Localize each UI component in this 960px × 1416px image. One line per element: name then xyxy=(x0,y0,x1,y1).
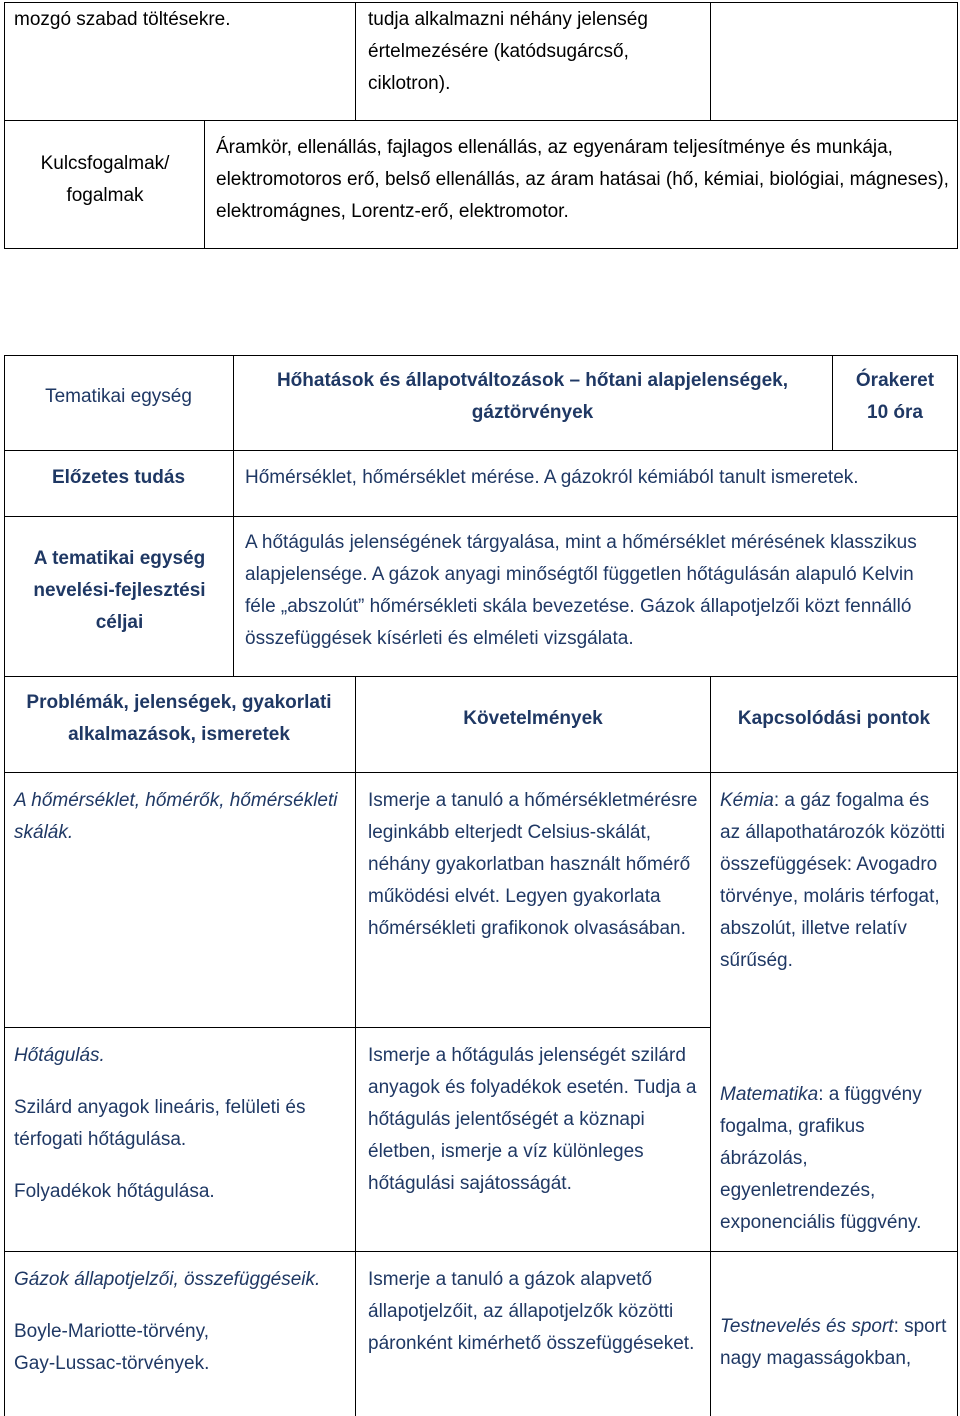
key-concepts-label: Kulcsfogalmak/ fogalmak xyxy=(40,153,170,206)
row2-col3-body: : a függvény fogalma, grafikus ábrázolás, egyenletrendezés, exponenciális függvény. xyxy=(720,1084,922,1233)
content-col-divider-2 xyxy=(710,676,711,1416)
prior-label: Előzetes tudás xyxy=(51,467,186,488)
row3-col1 xyxy=(14,1264,344,1380)
main-border-left xyxy=(4,355,5,1416)
unit-row-bottom xyxy=(4,450,958,451)
top-table-key-divider xyxy=(204,120,205,248)
prior-text: Hőmérséklet, hőmérséklet mérése. A gázokról kémiából tanult ismeretek. xyxy=(245,467,859,488)
row2-bottom xyxy=(4,1251,958,1252)
row3-col2-text: Ismerje a tanuló a gázok alapvető állapotjelzőit, az állapotjelzők közötti páronként kimérhető összefüggéseket. xyxy=(368,1269,695,1354)
top-table-border-bottom xyxy=(4,248,958,249)
goals-text: A hőtágulás jelenségének tárgyalása, mint a hőmérséklet mérésének klasszikus alapjelensége. A gázok anyagi minőségtől független hőtágulásán alapuló Kelvin féle „abszolút” hőmérsékleti skála bevezetése. Gázok állapotjelzői közt fennálló összefüggések kísérleti és elméleti vizsgálata. xyxy=(245,532,917,649)
unit-title: Hőhatások és állapotváltozások – hőtani alapjelenségek, gáztörvények xyxy=(276,370,789,423)
row2-col3-text xyxy=(720,1079,952,1239)
label-col-divider xyxy=(233,355,234,676)
top-table-row-divider xyxy=(4,120,958,121)
row2-col1 xyxy=(14,1040,344,1208)
row1-col3-body: : a gáz fogalma és az állapothatározók közötti összefüggések: Avogadro törvénye, moláris térfogat, abszolút, illetve relatív sűrűség. xyxy=(720,790,945,971)
top-row-col1-text: mozgó szabad töltésekre. xyxy=(14,9,231,30)
top-table-border-left xyxy=(4,2,5,249)
row1-col3-subject: Kémia xyxy=(720,790,774,811)
row2-col2-text: Ismerje a hőtágulás jelenségét szilárd anyagok és folyadékok esetén. Tudja a hőtágulás jelentőségét a köznapi életben, ismerje a víz különleges hőtágulási sajátosságát. xyxy=(368,1045,697,1194)
main-border-top xyxy=(4,355,958,356)
row1-col3-text xyxy=(720,785,952,977)
row3-col1-item: Boyle-Mariotte-törvény, xyxy=(14,1321,209,1342)
row3-col1-title: Gázok állapotjelzői, összefüggéseik. xyxy=(14,1269,321,1290)
unit-label: Tematikai egység xyxy=(45,386,192,407)
row3-col3-subject: Testnevelés és sport xyxy=(720,1316,894,1337)
top-table-border-top xyxy=(4,2,958,3)
prior-row-bottom xyxy=(4,516,958,517)
header-connections: Kapcsolódási pontok xyxy=(737,708,931,729)
row3-col3-body: : sport nagy magasságokban, xyxy=(720,1316,947,1369)
hours-label: Órakeret xyxy=(855,370,935,391)
content-col-divider-1 xyxy=(355,676,356,1416)
header-problems: Problémák, jelenségek, gyakorlati alkalmazások, ismeretek xyxy=(26,692,332,745)
row2-col1-item: Folyadékok hőtágulása. xyxy=(14,1181,215,1202)
row1-col2-text: Ismerje a tanuló a hőmérsékletmérésre leginkább elterjedt Celsius-skálát, néhány gyakorlatban használt hőmérő működési elvét. Legyen gyakorlata hőmérsékleti grafikonok olvasásában. xyxy=(368,790,698,939)
header-row-bottom xyxy=(4,772,958,773)
goals-label: A tematikai egység nevelési-fejlesztési céljai xyxy=(33,548,206,633)
row1-bottom-left xyxy=(4,1027,710,1028)
top-table-col-divider-2 xyxy=(710,2,711,120)
goals-row-bottom xyxy=(4,676,958,677)
row2-col1-title: Hőtágulás. xyxy=(14,1045,105,1066)
row3-col1-item: Gay-Lussac-törvények. xyxy=(14,1353,210,1374)
top-table-col-divider-1 xyxy=(355,2,356,120)
row3-col3-text xyxy=(720,1311,952,1375)
key-concepts-text: Áramkör, ellenállás, fajlagos ellenállás, az egyenáram teljesítménye és munkája, elektromotoros erő, belső ellenállás, az áram hatásai (hő, kémiai, biológiai, mágneses), elektromágnes, Lorentz-erő, elektromotor. xyxy=(216,137,949,222)
top-table-border-right xyxy=(957,2,958,249)
row2-col1-item: Szilárd anyagok lineáris, felületi és térfogati hőtágulása. xyxy=(14,1097,306,1150)
header-requirements: Követelmények xyxy=(463,708,603,729)
main-border-right xyxy=(957,355,958,1416)
hours-value: 10 óra xyxy=(867,402,923,423)
row1-col1-text: A hőmérséklet, hőmérők, hőmérsékleti skálák. xyxy=(14,790,338,843)
row2-col3-subject: Matematika xyxy=(720,1084,819,1105)
top-row-col2-text: tudja alkalmazni néhány jelenség értelmezésére (katódsugárcső, ciklotron). xyxy=(368,9,648,94)
